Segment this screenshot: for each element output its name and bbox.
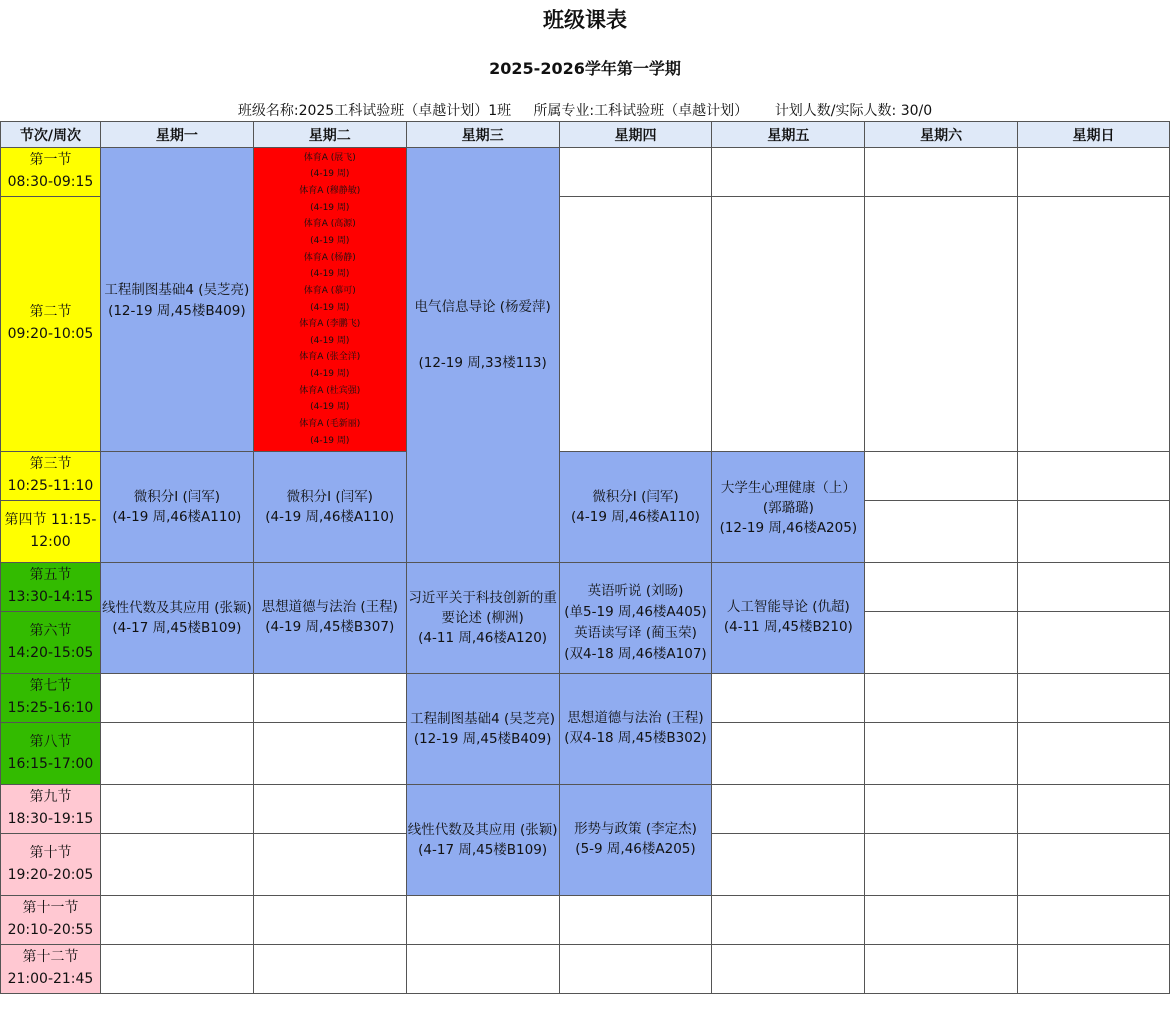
pe-line: 体育A (张全洋) bbox=[299, 352, 361, 363]
table-row bbox=[1, 563, 1170, 612]
course-name: 思想道德与法治 (王程) bbox=[567, 709, 704, 726]
semester-subtitle: 2025-2026学年第一学期 bbox=[489, 59, 681, 78]
course-cell[interactable] bbox=[559, 563, 712, 674]
empty-cell bbox=[253, 785, 406, 834]
course-week: (4-19 周,46楼A110) bbox=[112, 509, 242, 525]
period-8: 第八节 16:15-17:00 bbox=[1, 723, 101, 785]
pe-line: 体育A (毛新丽) bbox=[299, 418, 361, 429]
course-week: (双4-18 周,45楼B302) bbox=[564, 730, 707, 746]
course-cell-pe[interactable] bbox=[253, 148, 406, 452]
course-week: (4-19 周,45楼B307) bbox=[265, 619, 395, 635]
course-cell[interactable] bbox=[712, 563, 865, 674]
headcount: 计划人数/实际人数: 30/0 bbox=[774, 103, 933, 119]
course-cell[interactable] bbox=[253, 452, 406, 563]
course-name: 工程制图基础4 (吴芝亮) bbox=[104, 282, 250, 299]
empty-cell bbox=[559, 945, 712, 994]
empty-cell bbox=[253, 945, 406, 994]
pe-line: 体育A (杨静) bbox=[303, 252, 356, 263]
header-sunday: 星期日 bbox=[1018, 122, 1170, 148]
course-week: (12-19 周,46楼A205) bbox=[719, 520, 858, 537]
course-name: 形势与政策 (李定杰) bbox=[574, 820, 697, 837]
empty-cell bbox=[1018, 896, 1170, 945]
course-cell[interactable] bbox=[100, 563, 253, 674]
pe-line: (4-19 周) bbox=[310, 269, 350, 280]
class-info bbox=[0, 100, 1170, 120]
empty-cell bbox=[100, 785, 253, 834]
course-name: 微积分I (闫军) bbox=[133, 488, 221, 505]
empty-cell bbox=[712, 896, 865, 945]
empty-cell bbox=[865, 501, 1018, 563]
course-cell[interactable] bbox=[406, 148, 559, 563]
empty-cell bbox=[100, 834, 253, 896]
empty-cell bbox=[712, 148, 865, 197]
course-name: 线性代数及其应用 (张颖) bbox=[101, 599, 252, 616]
empty-cell bbox=[1018, 452, 1170, 501]
empty-cell bbox=[712, 785, 865, 834]
course-name: 微积分I (闫军) bbox=[592, 488, 679, 505]
period-11: 第十一节 20:10-20:55 bbox=[1, 896, 101, 945]
course-cell[interactable] bbox=[559, 674, 712, 785]
course-cell[interactable] bbox=[406, 563, 559, 674]
empty-cell bbox=[1018, 674, 1170, 723]
empty-cell bbox=[712, 723, 865, 785]
course-cell[interactable] bbox=[712, 452, 865, 563]
course-cell[interactable] bbox=[253, 563, 406, 674]
course-cell[interactable] bbox=[406, 674, 559, 785]
pe-line: 体育A (穆静敏) bbox=[299, 186, 361, 197]
pe-line: (4-19 周) bbox=[310, 402, 350, 413]
empty-cell bbox=[100, 723, 253, 785]
course-name: 思想道德与法治 (王程) bbox=[261, 598, 398, 615]
period-9: 第九节 18:30-19:15 bbox=[1, 785, 101, 834]
table-row bbox=[1, 148, 1170, 197]
header-saturday: 星期六 bbox=[865, 122, 1018, 148]
empty-cell bbox=[865, 563, 1018, 612]
period-5: 第五节 13:30-14:15 bbox=[1, 563, 101, 612]
pe-line: 体育A (李鹏飞) bbox=[299, 319, 361, 330]
course-week: (12-19 周,45楼B409) bbox=[413, 731, 552, 747]
empty-cell bbox=[559, 197, 712, 452]
empty-cell bbox=[865, 452, 1018, 501]
course-cell[interactable] bbox=[406, 785, 559, 896]
pe-line: 体育A (高源) bbox=[303, 219, 356, 230]
pe-line: (4-19 周) bbox=[310, 235, 350, 246]
header-period: 节次/周次 bbox=[1, 122, 101, 148]
period-6: 第六节 14:20-15:05 bbox=[1, 612, 101, 674]
course-name: 英语读写译 (蔺玉荣) bbox=[574, 625, 697, 641]
course-week: (4-11 周,45楼B210) bbox=[723, 619, 853, 635]
period-10: 第十节 19:20-20:05 bbox=[1, 834, 101, 896]
pe-line: (4-19 周) bbox=[310, 435, 350, 446]
header-monday: 星期一 bbox=[100, 122, 253, 148]
empty-cell bbox=[865, 834, 1018, 896]
empty-cell bbox=[865, 612, 1018, 674]
table-row bbox=[1, 785, 1170, 834]
course-name: 英语听说 (刘旸) bbox=[587, 583, 684, 600]
empty-cell bbox=[406, 945, 559, 994]
empty-cell bbox=[1018, 148, 1170, 197]
course-name: 电气信息导论 (杨爱萍) bbox=[414, 298, 551, 315]
empty-cell bbox=[253, 834, 406, 896]
empty-cell bbox=[100, 896, 253, 945]
period-2: 第二节 09:20-10:05 bbox=[1, 197, 101, 452]
course-cell[interactable] bbox=[100, 452, 253, 563]
course-week: (4-17 周,45楼B109) bbox=[112, 620, 242, 636]
period-1: 第一节 08:30-09:15 bbox=[1, 148, 101, 197]
course-name: 大学生心理健康（上）(郭璐璐) bbox=[720, 479, 856, 516]
table-row bbox=[1, 896, 1170, 945]
empty-cell bbox=[100, 674, 253, 723]
empty-cell bbox=[865, 197, 1018, 452]
empty-cell bbox=[712, 945, 865, 994]
course-cell[interactable] bbox=[100, 148, 253, 452]
header-tuesday: 星期二 bbox=[253, 122, 406, 148]
empty-cell bbox=[1018, 945, 1170, 994]
period-3: 第三节 10:25-11:10 bbox=[1, 452, 101, 501]
pe-line: 体育A (杜宾强) bbox=[299, 385, 361, 396]
course-week: (4-19 周,46楼A110) bbox=[265, 509, 395, 525]
empty-cell bbox=[1018, 563, 1170, 612]
course-week: (12-19 周,33楼113) bbox=[418, 355, 547, 371]
empty-cell bbox=[253, 674, 406, 723]
course-cell[interactable] bbox=[559, 785, 712, 896]
pe-line: 体育A (展飞) bbox=[303, 152, 356, 163]
period-7: 第七节 15:25-16:10 bbox=[1, 674, 101, 723]
course-name: 微积分I (闫军) bbox=[286, 488, 373, 505]
course-name: 人工智能导论 (仇超) bbox=[726, 598, 850, 615]
course-week: (双4-18 周,46楼A107) bbox=[564, 645, 707, 662]
table-row bbox=[1, 674, 1170, 723]
pe-line: (4-19 周) bbox=[310, 369, 350, 380]
pe-line: 体育A (慕可) bbox=[303, 285, 356, 296]
pe-line: (4-19 周) bbox=[310, 302, 350, 313]
period-12: 第十二节 21:00-21:45 bbox=[1, 945, 101, 994]
header-friday: 星期五 bbox=[712, 122, 865, 148]
header-thursday: 星期四 bbox=[559, 122, 712, 148]
empty-cell bbox=[100, 945, 253, 994]
empty-cell bbox=[1018, 723, 1170, 785]
class-name: 班级名称:2025工科试验班（卓越计划）1班 bbox=[237, 103, 512, 119]
course-name: 线性代数及其应用 (张颖) bbox=[407, 821, 558, 838]
pe-line: (4-19 周) bbox=[310, 169, 350, 180]
empty-cell bbox=[865, 785, 1018, 834]
empty-cell bbox=[865, 148, 1018, 197]
course-week: (4-17 周,45楼B109) bbox=[418, 842, 548, 858]
empty-cell bbox=[1018, 197, 1170, 452]
major: 所属专业:工科试验班（卓越计划） bbox=[533, 103, 749, 119]
empty-cell bbox=[1018, 834, 1170, 896]
empty-cell bbox=[253, 723, 406, 785]
course-week: (4-19 周,46楼A110) bbox=[571, 509, 700, 525]
empty-cell bbox=[559, 896, 712, 945]
page-title: 班级课表 bbox=[543, 8, 627, 32]
period-4: 第四节 11:15- 12:00 bbox=[1, 501, 101, 563]
empty-cell bbox=[712, 834, 865, 896]
header-wednesday: 星期三 bbox=[406, 122, 559, 148]
course-name: 工程制图基础4 (吴芝亮) bbox=[410, 710, 556, 727]
table-row bbox=[1, 452, 1170, 501]
empty-cell bbox=[1018, 612, 1170, 674]
empty-cell bbox=[865, 674, 1018, 723]
empty-cell bbox=[865, 723, 1018, 785]
empty-cell bbox=[406, 896, 559, 945]
empty-cell bbox=[712, 197, 865, 452]
course-week: (单5-19 周,46楼A405) bbox=[564, 604, 707, 621]
empty-cell bbox=[712, 674, 865, 723]
pe-line: (4-19 周) bbox=[310, 335, 350, 346]
course-name: 习近平关于科技创新的重要论述 (柳洲) bbox=[408, 589, 557, 626]
course-cell[interactable] bbox=[559, 452, 712, 563]
course-week: (12-19 周,45楼B409) bbox=[108, 302, 246, 319]
empty-cell bbox=[865, 945, 1018, 994]
pe-line: (4-19 周) bbox=[310, 202, 350, 213]
course-week: (4-11 周,46楼A120) bbox=[418, 630, 548, 647]
empty-cell bbox=[1018, 501, 1170, 563]
empty-cell bbox=[253, 896, 406, 945]
empty-cell bbox=[865, 896, 1018, 945]
course-week: (5-9 周,46楼A205) bbox=[575, 841, 696, 857]
timetable bbox=[0, 121, 1170, 994]
header-row bbox=[1, 122, 1170, 148]
empty-cell bbox=[559, 148, 712, 197]
empty-cell bbox=[1018, 785, 1170, 834]
table-row bbox=[1, 945, 1170, 994]
